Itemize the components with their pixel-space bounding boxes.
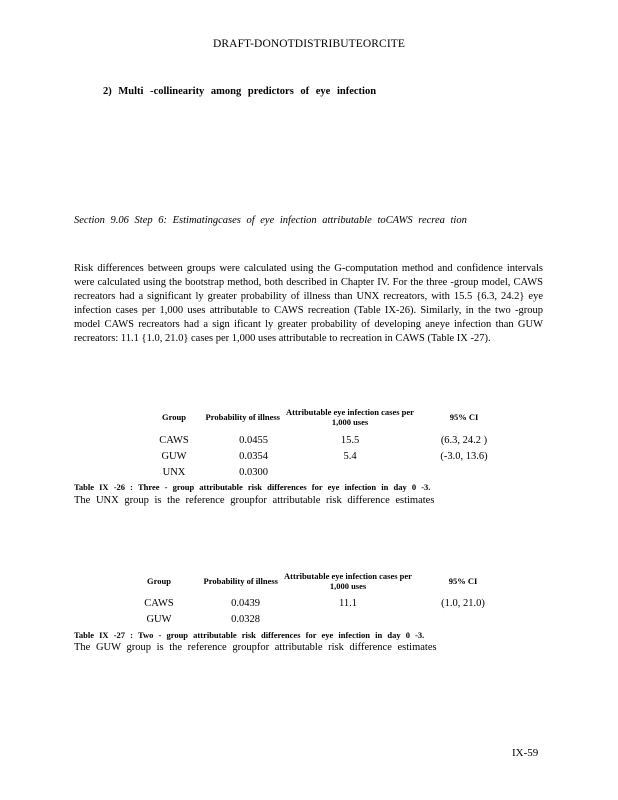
cell-probability: 0.0439 [231,598,260,609]
cell-group: GUW [161,451,187,462]
col-header-attributable: Attributable eye infection cases per 1,000 uses [286,407,414,427]
table-row [138,596,508,612]
cell-ci: (-3.0, 13.6) [440,451,488,462]
table-header-row [148,401,508,433]
cell-probability: 0.0455 [239,435,268,446]
table-ix-26 [148,401,508,481]
item-heading: 2) Multi -collinearity among predictors of eye infection [103,86,377,97]
cell-group: CAWS [144,598,174,609]
table-header-row [138,566,508,596]
table-row [148,449,508,465]
col-header-ci: 95% CI [449,412,479,422]
table-ix-27 [138,566,508,628]
cell-probability: 0.0300 [239,467,268,478]
table-note: The UNX group is the reference groupfor attributable risk difference estimates [74,495,435,506]
table-caption: Table IX -26 : Three - group attributable risk differences for eye infection in day 0 -3. [74,482,431,492]
cell-ci: (6.3, 24.2 ) [440,435,488,446]
col-header-ci: 95% CI [448,576,478,586]
cell-ci [420,465,508,481]
cell-ci: (1.0, 21.0) [441,598,485,609]
page-number: IX-59 [512,747,539,759]
cell-ci [418,612,508,628]
table-note: The GUW group is the reference groupfor attributable risk difference estimates [74,642,437,653]
cell-probability: 0.0328 [231,614,260,625]
col-header-probability: Probability of illness [203,576,278,586]
cell-probability: 0.0354 [239,451,268,462]
cell-group: GUW [146,614,172,625]
cell-attributable: 5.4 [343,451,357,462]
body-paragraph: Risk differences between groups were calculated using the G-computation method and confidence intervals were calculated using the bootstrap method, both described in Chapter IV. For the three -group model, CAWS recreators had a significant ly greater probability of illness than UNX recreators, with 15.5 {6.3, 24.2} eye infection cases per 1,000 uses attributable to CAWS recreation (Table IX-26). Similarly, in the two -group model CAWS recreators had a sign ificant ly greater probability of developing aneye infection than GUW recreators: 11.1 {1.0, 21.0} cases per 1,000 uses attributable to recreation in CAWS (Table IX -27). [74,263,543,344]
col-header-group: Group [162,412,186,422]
col-header-group: Group [147,576,171,586]
cell-attributable [280,465,420,481]
cell-attributable [278,612,418,628]
section-heading: Section 9.06 Step 6: Estimatingcases of eye infection attributable toCAWS recrea tion [74,215,467,226]
col-header-attributable: Attributable eye infection cases per 1,000 uses [284,571,412,591]
page-header: DRAFT-DONOTDISTRIBUTEORCITE [212,38,406,50]
cell-group: UNX [162,467,186,478]
table-row [148,465,508,481]
table-row [138,612,508,628]
cell-attributable: 15.5 [340,435,360,446]
table-row [148,433,508,449]
col-header-probability: Probability of illness [205,412,280,422]
cell-group: CAWS [159,435,189,446]
table-caption: Table IX -27 : Two - group attributable risk differences for eye infection in day 0 -3. [74,630,425,640]
cell-attributable: 11.1 [339,598,357,609]
